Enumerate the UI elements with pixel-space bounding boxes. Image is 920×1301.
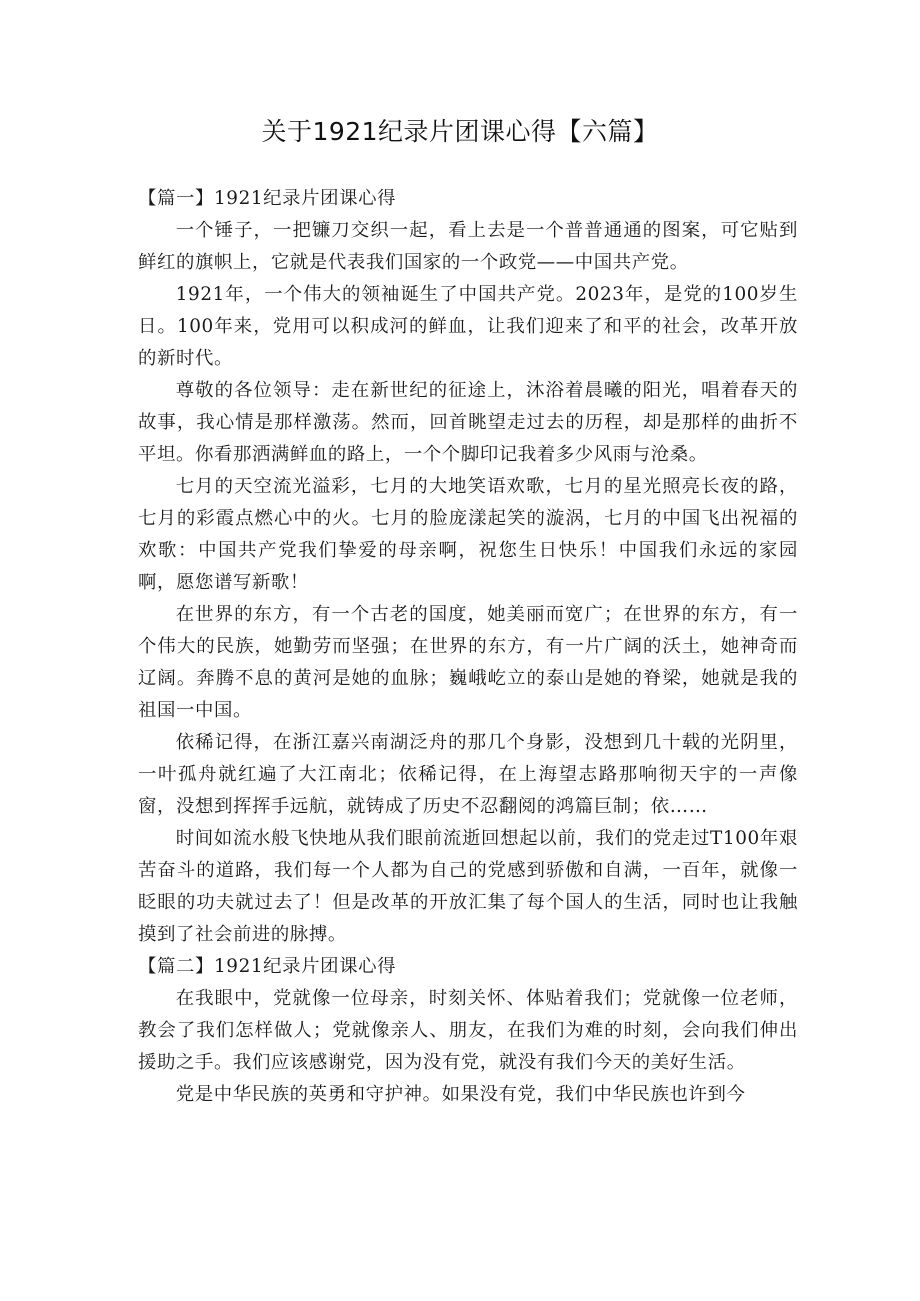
section-heading-2: 【篇二】1921纪录片团课心得 — [138, 956, 397, 977]
document-body — [138, 183, 798, 1111]
paragraph: 在世界的东方，有一个古老的国度，她美丽而宽广；在世界的东方，有一个伟大的民族，她勤劳而坚强；在世界的东方，有一片广阔的沃土，她神奇而辽阔。奔腾不息的黄河是她的血脉；巍峨屹立的泰山是她的脊梁，她就是我的祖国一中国。 — [138, 604, 798, 721]
paragraph: 党是中华民族的英勇和守护神。如果没有党，我们中华民族也许到今 — [175, 1084, 746, 1105]
paragraph: 依稀记得，在浙江嘉兴南湖泛舟的那几个身影，没想到几十载的光阴里，一叶孤舟就红遍了大江南北；依稀记得，在上海望志路那响彻天宇的一声像窗，没想到挥挥手远航，就铸成了历史不忍翻阅的鸿篇巨制；依…… — [138, 732, 798, 817]
paragraph: 时间如流水般飞快地从我们眼前流逝回想起以前，我们的党走过T100年艰苦奋斗的道路，我们每一个人都为自己的党感到骄傲和自满，一百年，就像一眨眼的功夫就过去了！但是改革的开放汇集了每个国人的生活，同时也让我触摸到了社会前进的脉搏。 — [138, 828, 798, 945]
paragraph: 七月的天空流光溢彩，七月的大地笑语欢歌，七月的星光照亮长夜的路，七月的彩霞点燃心中的火。七月的脸庞漾起笑的漩涡，七月的中国飞出祝福的欢歌：中国共产党我们挚爱的母亲啊，祝您生日快乐！中国我们永远的家园啊，愿您谱写新歌！ — [138, 476, 798, 593]
document-title: 关于1921纪录片团课心得【六篇】 — [261, 117, 659, 146]
section-heading-1: 【篇一】1921纪录片团课心得 — [138, 188, 397, 209]
paragraph: 一个锤子，一把镰刀交织一起，看上去是一个普普通通的图案，可它贴到鲜红的旗帜上，它就是代表我们国家的一个政党——中国共产党。 — [138, 220, 798, 273]
paragraph: 1921年，一个伟大的领袖诞生了中国共产党。2023年，是党的100岁生日。100年来，党用可以积成河的鲜血，让我们迎来了和平的社会，改革开放的新时代。 — [138, 284, 798, 369]
paragraph: 尊敬的各位领导：走在新世纪的征途上，沐浴着晨曦的阳光，唱着春天的故事，我心情是那样激荡。然而，回首眺望走过去的历程，却是那样的曲折不平坦。你看那洒满鲜血的路上，一个个脚印记我着多少风雨与沧桑。 — [138, 380, 798, 465]
paragraph: 在我眼中，党就像一位母亲，时刻关怀、体贴着我们；党就像一位老师，教会了我们怎样做人；党就像亲人、朋友，在我们为难的时刻，会向我们伸出援助之手。我们应该感谢党，因为没有党，就没有我们今天的美好生活。 — [138, 988, 798, 1073]
